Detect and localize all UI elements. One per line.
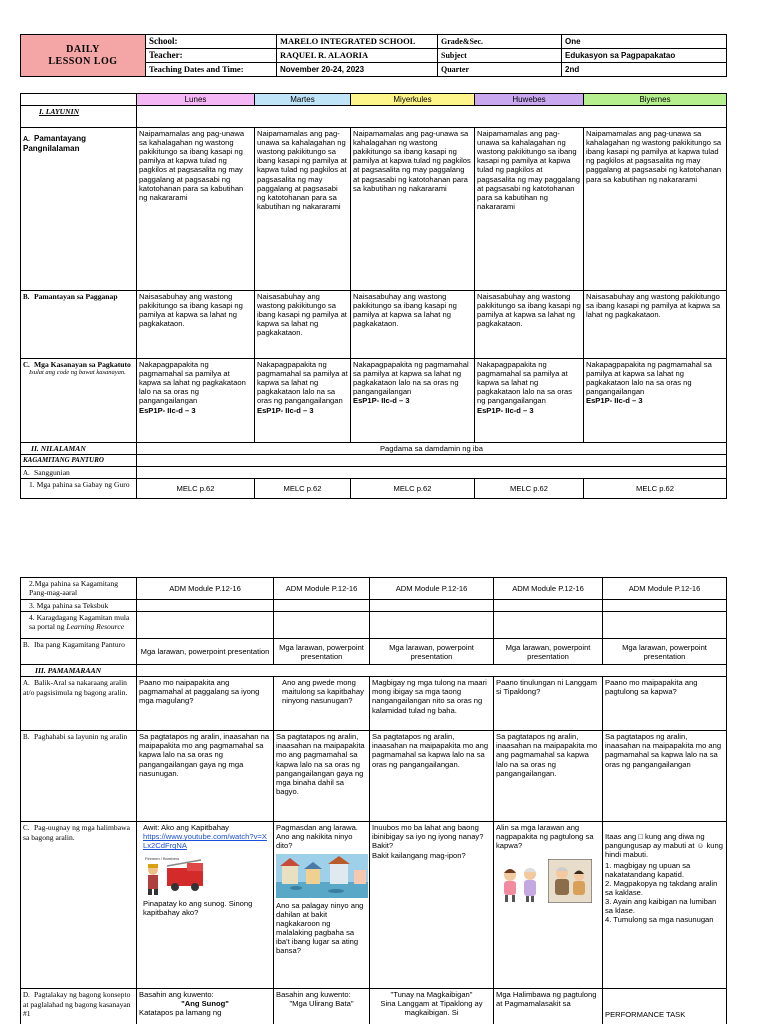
nilalaman-heading: II. NILALAMAN <box>21 443 137 455</box>
c5-item: 1. magbigay ng upuan sa nakatatandang kapatid. <box>605 860 691 879</box>
day-huwebes: Huwebes <box>475 94 584 106</box>
kasanayan-label: C. Mga Kasanayan sa Pagkatuto Isulat ang code ng bawat kasanayan. <box>21 359 137 443</box>
b-cell-martes: Naisasabuhay ang wastong pakikitungo sa ibang kasapi ng pamilya at kapwa sa lahat ng pagkakataon. <box>255 291 351 359</box>
children-helping-image <box>496 865 544 903</box>
teacher-label: Teacher: <box>146 49 277 63</box>
school-label: School: <box>146 35 277 49</box>
adm-miyerkules: ADM Module P.12-16 <box>370 578 494 600</box>
nilalaman-value: Pagdama sa damdamin ng iba <box>137 443 727 455</box>
b-cell-huwebes: Naisasabuhay ang wastong pakikitungo sa ibang kasapi ng pamilya at kapwa sa lahat ng pagkakataon. <box>475 291 584 359</box>
day-miyerkules: Miyerkules <box>351 94 475 106</box>
c-cell-biyernes: Nakapagpapakita ng pagmamahal sa pamilya at kapwa sa lahat ng pagkakataon lalo na sa oras ng pangangailangan EsP1P- IIc-d – 3 <box>584 359 727 443</box>
a-cell-huwebes: Naipamamalas ang pag-unawa sa kahalagahan ng wastong pakikitungo sa ibang kasapi ng pamilya at kapwa tulad ng pagkilos at pagsasalita ng may paggalang at pagsasabi ng katotohanan para sa kabutihan ng nakararami <box>475 128 584 291</box>
iba-martes: Mga larawan, powerpoint presentation <box>274 639 370 665</box>
pamantayang-pangnilalaman-label: A. Pamantayang Pangnilalaman <box>21 128 137 291</box>
gabay-huwebes: MELC p.62 <box>475 478 584 498</box>
c-cell-lunes: Nakapagpapakita ng pagmamahal sa pamilya at kapwa sa lahat ng pagkakataon lalo na sa oras ng pangangailangan EsP1P- IIc-d – 3 <box>137 359 255 443</box>
pamantayan-sa-pagganap-label: B. Pamantayan sa Pagganap <box>21 291 137 359</box>
paghahabi-biyernes: Sa pagtatapos ng aralin, inaasahan na maipapakita mo ang pagmamahal sa kapwa lalo na sa oras ng pangangailangan <box>603 731 727 822</box>
balik-martes: Ano ang pwede mong maitulong sa kapitbahay ninyong nasunugan? <box>274 677 370 731</box>
gabay-miyerkules: MELC p.62 <box>351 478 475 498</box>
paghahabi-label: B. Paghahabi sa layunin ng aralin <box>21 731 137 822</box>
pag-uugnay-biyernes: Itaas ang □ kung ang diwa ng pangungusap ay mabuti at ☺ kung hindi mabuti. 1. magbigay ng upuan sa nakatatandang kapatid. 2. Magpakopya ng takdang aralin sa kaklase. 3. Ayain ang kaibigan na lumiban sa klase. 4. Tumulong sa mga nasunugan <box>603 822 727 989</box>
grade-label: Grade&Sec. <box>438 35 562 49</box>
pagtalakay-lunes: Basahin ang kuwento: "Ang Sunog" Katatapos pa lamang ng <box>137 989 274 1024</box>
quarter-value: 2nd <box>562 63 727 77</box>
teacher-value: RAQUEL R. ALAORIA <box>277 49 438 63</box>
iba-miyerkules: Mga larawan, powerpoint presentation <box>370 639 494 665</box>
a-cell-martes: Naipamamalas ang pag-unawa sa kahalagahan ng wastong pakikitungo sa ibang kasapi ng pamilya at kapwa tulad ng pagkilos at pagsasalita ng may paggalang at pagsasabi ng katotohanan para sa kabutihan ng nakararami <box>255 128 351 291</box>
elder-care-image <box>548 859 592 903</box>
pagtalakay-martes: Basahin ang kuwento: "Mga Ulirang Bata" <box>274 989 370 1024</box>
kagamitan-pang-mag-aaral-label: 2.Mga pahina sa Kagamitang Pang-mag-aaral <box>21 578 137 600</box>
c5-item: 2. Magpakopya ng takdang aralin sa kaklase. <box>605 878 718 897</box>
c-code: EsP1P- IIc-d – 3 <box>586 396 643 406</box>
iba-lunes: Mga larawan, powerpoint presentation <box>137 639 274 665</box>
gabay-biyernes: MELC p.62 <box>584 478 727 498</box>
flood-image <box>276 854 368 898</box>
c-code: EsP1P- IIc-d – 3 <box>139 405 196 415</box>
subject-value: Edukasyon sa Pagpapakatao <box>562 49 727 63</box>
gabay-label: 1. Mga pahina sa Gabay ng Guro <box>21 478 137 498</box>
paghahabi-lunes: Sa pagtatapos ng aralin, inaasahan na maipapakita mo ang pagmamahal sa kapwa lalo na sa oras ng pangangailangan gaya ng mga nasunugan. <box>137 731 274 822</box>
firefighter-image <box>143 854 205 896</box>
lesson-table-page1 <box>20 93 727 499</box>
b-cell-biyernes: Naisasabuhay ang wastong pakikitungo sa ibang kasapi ng pamilya at kapwa sa lahat ng pagkakataon. <box>584 291 727 359</box>
b-cell-lunes: Naisasabuhay ang wastong pakikitungo sa ibang kasapi ng pamilya at kapwa sa lahat ng pagkakataon. <box>137 291 255 359</box>
adm-biyernes: ADM Module P.12-16 <box>603 578 727 600</box>
c-cell-martes: Nakapagpapakita ng pagmamahal sa pamilya at kapwa sa lahat ng pagkakataon lalo na sa oras ng pangangailangan EsP1P- IIc-d – 3 <box>255 359 351 443</box>
c-code: EsP1P- IIc-d – 3 <box>477 405 534 415</box>
corner-cell <box>21 94 137 106</box>
balik-aral-label: A. Balik-Aral sa nakaraang aralin at/o pagsisimula ng bagong aralin. <box>21 677 137 731</box>
dates-label: Teaching Dates and Time: <box>146 63 277 77</box>
balik-miyerkules: Magbigay ng mga tulong na maari mong ibigay sa mga taong nangangailangan nito sa oras ng kalamidad tulad ng baha. <box>370 677 494 731</box>
balik-huwebes: Paano tinulungan ni Langgam si Tipaklong? <box>494 677 603 731</box>
c-cell-huwebes: Nakapagpapakita ng pagmamahal sa pamilya at kapwa sa lahat ng pagkakataon lalo na sa oras ng pangangailangan EsP1P- IIc-d – 3 <box>475 359 584 443</box>
c5-item: 3. Ayain ang kaibigan na lumiban sa klase. <box>605 896 717 916</box>
quarter-label: Quarter <box>438 63 562 77</box>
learning-resource-label: 4. Karagdagang Kagamitan mula sa portal ng Learning Resource <box>21 612 137 639</box>
b-cell-miyerkules: Naisasabuhay ang wastong pakikitungo sa ibang kasapi ng pamilya at kapwa sa lahat ng pagkakataon. <box>351 291 475 359</box>
paghahabi-huwebes: Sa pagtatapos ng aralin, inaasahan na maipapakita mo ang pagmamahal sa kapwa lalo na sa oras ng pangangailangan. <box>494 731 603 822</box>
c-code: EsP1P- IIc-d – 3 <box>353 396 410 406</box>
iba-biyernes: Mga larawan, powerpoint presentation <box>603 639 727 665</box>
teksbuk-label: 3. Mga pahina sa Teksbuk <box>21 600 137 612</box>
pagtalakay-huwebes: Mga Halimbawa ng pagtulong at Pagmamalasakit sa <box>494 989 603 1024</box>
paghahabi-martes: Sa pagtatapos ng aralin, inaasahan na maipapakita mo ang pagmamahal sa kapwa lalo na sa oras ng pangangailangan gaya ng mga binaha dahil sa bagyo. <box>274 731 370 822</box>
adm-lunes: ADM Module P.12-16 <box>137 578 274 600</box>
firefighter-caption: Firemen / Bombero <box>145 855 180 861</box>
daily-lesson-log-title: DAILY LESSON LOG <box>21 35 146 77</box>
layunin-blank <box>137 106 727 128</box>
kagamitang-panturo-heading: KAGAMITANG PANTURO <box>21 455 137 466</box>
paghahabi-miyerkules: Sa pagtatapos ng aralin, inaasahan na maipapakita mo ang pagmamahal sa kapwa lalo na sa oras ng pangangailangan. <box>370 731 494 822</box>
a-cell-biyernes: Naipamamalas ang pag-unawa sa kahalagahan ng wastong pakikitungo sa ibang kasapi ng pamilya at kapwa tulad ng pagkilos at pagsasalita ng may paggalang at pagsasabi ng katotohanan para sa kabutihan ng nakararami <box>584 128 727 291</box>
pag-uugnay-martes: Pagmasdan ang larawa. Ano ang nakikita ninyo dito? Ano sa palagay ninyo ang dahilan at bakit nagkakaroon ng malalaking pagbaha sa iba't ibang lugar sa ating bansa? <box>274 822 370 989</box>
header-table <box>20 34 727 77</box>
iba-pang-kagamitan-label: B. Iba pang Kagamitang Panturo <box>21 639 137 665</box>
balik-lunes: Paano mo naipapakita ang pagmamahal at paggalang sa iyong mga magulang? <box>137 677 274 731</box>
pag-uugnay-huwebes: Alin sa mga larawan ang nagpapakita ng pagtulong sa kapwa? <box>494 822 603 989</box>
pag-uugnay-miyerkules: Inuubos mo ba lahat ang baong ibinibigay sa iyo ng iyong nanay? Bakit? Bakit kailangang mag-ipon? <box>370 822 494 989</box>
subject-label: Subject <box>438 49 562 63</box>
a-cell-miyerkules: Naipamamalas ang pag-unawa sa kahalagahan ng wastong pakikitungo sa ibang kasapi ng pamilya at kapwa tulad ng pagkilos at pagsasalita ng may paggalang at pagsasabi ng katotohanan para sa kabutihan ng nakararami <box>351 128 475 291</box>
c-cell-miyerkules: Nakapagpapakita ng pagmamahal sa pamilya at kapwa sa lahat ng pagkakataon lalo na sa oras ng pangangailangan EsP1P- IIc-d – 3 <box>351 359 475 443</box>
layunin-heading: I. LAYUNIN <box>21 106 137 128</box>
sanggunian-blank <box>137 466 727 478</box>
adm-huwebes: ADM Module P.12-16 <box>494 578 603 600</box>
day-martes: Martes <box>255 94 351 106</box>
pagtalakay-biyernes: PERFORMANCE TASK <box>603 989 727 1024</box>
c-code: EsP1P- IIc-d – 3 <box>257 405 314 415</box>
lesson-table-page2 <box>20 577 727 1024</box>
adm-martes: ADM Module P.12-16 <box>274 578 370 600</box>
pag-uugnay-label: C. Pag-uugnay ng mga halimbawa sa bagong aralin. <box>21 822 137 989</box>
a-cell-lunes: Naipamamalas ang pag-unawa sa kahalagahan ng wastong pakikitungo sa ibang kasapi ng pamilya at kapwa tulad ng pagkilos at pagsasalita ng may paggalang at pagsasabi ng katotohanan para sa kabutihan ng nakararami <box>137 128 255 291</box>
sanggunian-label: A. Sanggunian <box>21 466 137 478</box>
balik-biyernes: Paano mo maipapakita ang pagtulong sa kapwa? <box>603 677 727 731</box>
day-lunes: Lunes <box>137 94 255 106</box>
gabay-lunes: MELC p.62 <box>137 478 255 498</box>
pagtalakay-miyerkules: "Tunay na Magkaibigan" Sina Langgam at Tipaklong ay magkaibigan. Si <box>370 989 494 1024</box>
pamamaraan-heading: III. PAMAMARAAN <box>21 665 137 677</box>
day-biyernes: Biyernes <box>584 94 727 106</box>
iba-huwebes: Mga larawan, powerpoint presentation <box>494 639 603 665</box>
dates-value: November 20-24, 2023 <box>277 63 438 77</box>
grade-value: One <box>562 35 727 49</box>
kagamitang-blank <box>137 455 727 466</box>
c5-item: 4. Tumulong sa mga nasunugan <box>605 915 714 925</box>
school-value: MARELO INTEGRATED SCHOOL <box>277 35 438 49</box>
gabay-martes: MELC p.62 <box>255 478 351 498</box>
pagtalakay-label: D. Pagtalakay ng bagong konsepto at paglalahad ng bagong kasanayan #1 <box>21 989 137 1024</box>
pag-uugnay-lunes: Awit: Ako ang Kapitbahay https://www.youtube.com/watch?v=XLx2CdFrqNA Firemen / Bombero Pinapatay ko ang sunog. Sinong kapitbahay ako? <box>137 822 274 989</box>
youtube-link[interactable]: https://www.youtube.com/watch?v=XLx2CdFrqNA <box>143 832 267 851</box>
